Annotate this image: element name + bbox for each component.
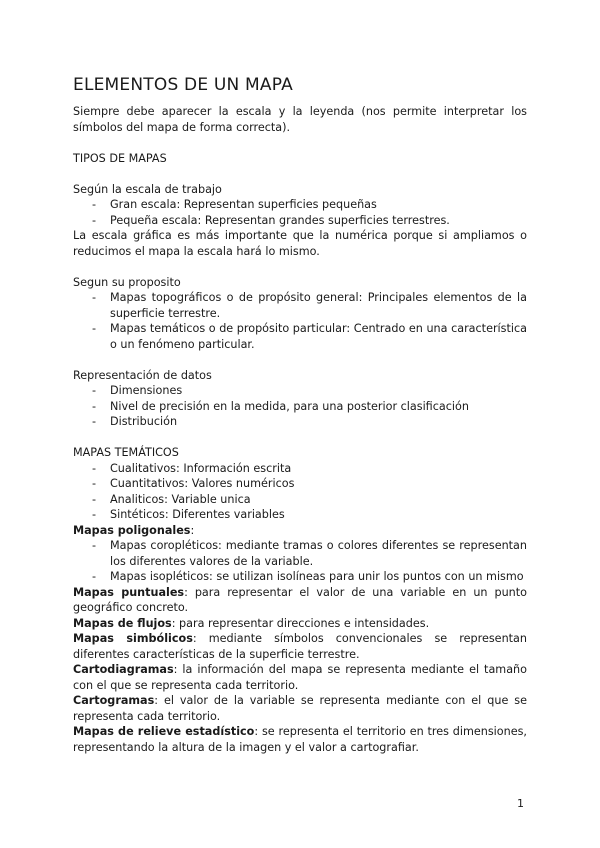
page-title: ELEMENTOS DE UN MAPA xyxy=(73,75,293,95)
tipos-heading: TIPOS DE MAPAS xyxy=(73,151,167,165)
definition-cartodiagramas: Cartodiagramas: la información del mapa se representa mediante el tamaño con el que se representa cada territorio. xyxy=(73,663,527,692)
list-item: - Mapas isopléticos: se utilizan isolíneas para unir los puntos con un mismo xyxy=(73,569,527,585)
definition-term: Cartodiagramas xyxy=(73,663,174,676)
definition-term: Mapas de relieve estadístico xyxy=(73,725,255,738)
escala-list xyxy=(73,197,527,228)
proposito-list xyxy=(73,290,527,352)
proposito-heading: Segun su proposito xyxy=(73,275,181,289)
escala-heading: Según la escala de trabajo xyxy=(73,182,222,196)
list-item: - Cualitativos: Información escrita xyxy=(73,461,527,477)
list-item: - Gran escala: Representan superficies pequeñas xyxy=(73,197,527,213)
tematicos-heading: MAPAS TEMÁTICOS xyxy=(73,446,179,459)
definition-puntuales: Mapas puntuales: para representar el valor de una variable en un punto geográfico concreto. xyxy=(73,585,527,614)
list-item: - Dimensiones xyxy=(73,383,527,399)
list-item: - Sintéticos: Diferentes variables xyxy=(73,507,527,523)
page-number: 1 xyxy=(517,797,524,810)
list-item: - Pequeña escala: Representan grandes superficies terrestres. xyxy=(73,213,527,229)
list-item: - Nivel de precisión en la medida, para una posterior clasificación xyxy=(73,399,527,415)
definition-term: Mapas puntuales xyxy=(73,585,185,599)
document-page xyxy=(73,74,527,755)
poligonales-list xyxy=(73,538,527,585)
intro-paragraph: Siempre debe aparecer la escala y la leyenda (nos permite interpretar los símbolos del mapa de forma correcta). xyxy=(73,105,527,134)
list-item: - Mapas coropléticos: mediante tramas o colores diferentes se representan los diferentes valores de la variable. xyxy=(73,538,527,569)
poligonales-term: Mapas poligonales xyxy=(73,523,191,537)
definition-relieve: Mapas de relieve estadístico: se representa el territorio en tres dimensiones, representando la altura de la imagen y el valor a cartografiar. xyxy=(73,725,527,754)
datos-heading: Representación de datos xyxy=(73,368,212,382)
list-item: - Mapas temáticos o de propósito particular: Centrado en una característica o un fenómeno particular. xyxy=(73,321,527,352)
list-item: - Distribución xyxy=(73,414,527,430)
poligonales-heading: Mapas poligonales: xyxy=(73,523,195,537)
definition-simbolicos: Mapas simbólicos: mediante símbolos convencionales se representan diferentes características de la superficie terrestre. xyxy=(73,632,527,661)
list-item: - Analiticos: Variable unica xyxy=(73,492,527,508)
definition-term: Mapas simbólicos xyxy=(73,632,193,645)
datos-list xyxy=(73,383,527,430)
tematicos-list xyxy=(73,461,527,523)
definition-cartogramas: Cartogramas: el valor de la variable se representa mediante con el que se representa cada territorio. xyxy=(73,694,527,723)
definition-term: Cartogramas xyxy=(73,694,155,707)
list-item: - Mapas topográficos o de propósito general: Principales elementos de la superficie terrestre. xyxy=(73,290,527,321)
list-item: - Cuantitativos: Valores numéricos xyxy=(73,476,527,492)
definition-term: Mapas de flujos xyxy=(73,616,172,630)
definition-flujos: Mapas de flujos: para representar direcciones e intensidades. xyxy=(73,616,430,630)
escala-note: La escala gráfica es más importante que la numérica porque si ampliamos o reducimos el mapa la escala hará lo mismo. xyxy=(73,229,527,258)
